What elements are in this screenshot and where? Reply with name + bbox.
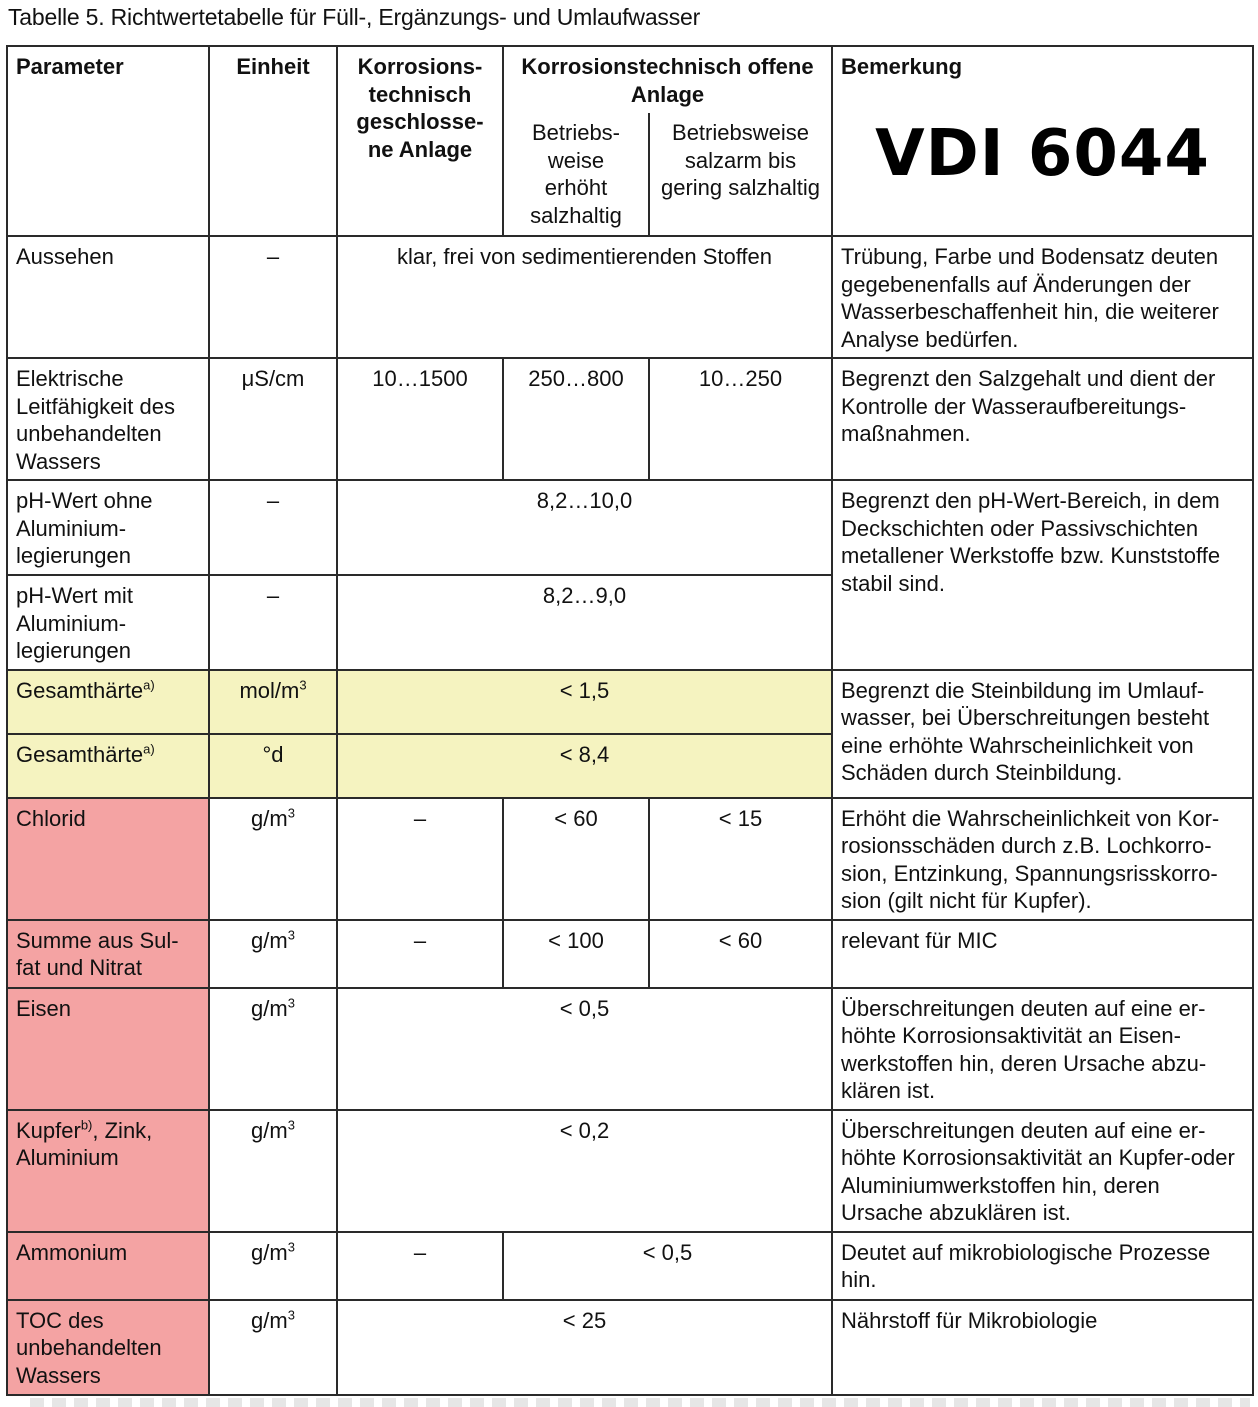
unit-chlorid-base: g/m [251,805,288,831]
table-row [7,358,1253,480]
value-leitfaehigkeit-salzarm: 10…250 [649,358,832,480]
header-bemerkung-label: Bemerkung [841,54,963,79]
unit-ammonium-exp: 3 [287,1239,295,1255]
unit-aussehen: – [209,236,337,358]
unit-kupfer [209,1110,337,1232]
value-haerte-grad: < 8,4 [337,734,832,798]
table-row [7,798,1253,920]
param-ph-ohne: pH-Wert ohne Aluminium-legierungen [7,480,209,575]
note-ph: Begrenzt den pH-Wert-Bereich, in dem Deckschichten oder Passivschichten metallener Werkstoffe bzw. Kunststoffe stabil sind. [832,480,1253,670]
unit-ph-ohne: – [209,480,337,575]
unit-leitfaehigkeit: μS/cm [209,358,337,480]
param-leitfaehigkeit: Elektrische Leitfähigkeit des unbehandelten Wassers [7,358,209,480]
param-ph-mit: pH-Wert mit Aluminium-legierungen [7,575,209,670]
unit-haerte-grad: °d [209,734,337,798]
unit-toc-base: g/m [251,1307,288,1333]
param-haerte-mol-label: Gesamthärte [16,677,144,703]
unit-chlorid-exp: 3 [287,805,295,821]
param-chlorid: Chlorid [7,798,209,920]
footnote-b: b) [80,1117,93,1133]
unit-kupfer-exp: 3 [287,1117,295,1133]
table-row [7,1300,1253,1395]
param-zink-aluminium-label: , Zink, Aluminium [16,1117,153,1170]
note-aussehen: Trübung, Farbe und Bodensatz deuten gegebenenfalls auf Änderungen der Wasserbeschaffenheit hin, die weiterer Analyse bedürfen. [832,236,1253,358]
param-toc: TOC des unbehandelten Wassers [7,1300,209,1395]
unit-sulfat-nitrat [209,920,337,988]
header-offen-erhoeht: Betriebs-weise erhöht salzhaltig [503,113,649,236]
unit-haerte-mol-exp: 3 [299,677,307,693]
value-ph-mit: 8,2…9,0 [337,575,832,670]
param-eisen: Eisen [7,988,209,1110]
unit-haerte-mol-base: mol/m [239,677,300,703]
header-einheit: Einheit [209,46,337,236]
header-offen: Korrosionstechnisch offene Anlage [503,46,832,113]
param-kupfer-label: Kupfer [16,1117,81,1143]
table-row [7,670,1253,734]
value-eisen: < 0,5 [337,988,832,1110]
header-row [7,46,1253,113]
note-eisen: Überschreitungen deuten auf eine er-höhte Korrosionsaktivität an Eisen-werkstoffen hin, deren Ursache abzu-klären ist. [832,988,1253,1110]
param-haerte-grad [7,734,209,798]
note-ammonium: Deutet auf mikrobiologische Prozesse hin. [832,1232,1253,1300]
table-row [7,480,1253,575]
water-guideline-table [6,45,1254,1396]
note-kupfer: Überschreitungen deuten auf eine er-höhte Korrosionsaktivität an Kupfer-oder Aluminiumwerkstoffen hin, deren Ursache abzuklären ist. [832,1110,1253,1232]
note-chlorid: Erhöht die Wahrscheinlichkeit von Kor-rosionsschäden durch z.B. Lochkorro-sion, Entzinkung, Spannungsrisskorro-sion (gilt nicht für Kupfer). [832,798,1253,920]
param-kupfer-zink-aluminium [7,1110,209,1232]
value-leitfaehigkeit-geschlossen: 10…1500 [337,358,503,480]
value-chlorid-erhoeht: < 60 [503,798,649,920]
param-haerte-grad-label: Gesamthärte [16,741,144,767]
value-ammonium-geschlossen: – [337,1232,503,1300]
value-ph-ohne: 8,2…10,0 [337,480,832,575]
note-toc: Nährstoff für Mikrobiologie [832,1300,1253,1395]
value-haerte-mol: < 1,5 [337,670,832,734]
unit-haerte-mol [209,670,337,734]
header-parameter: Parameter [7,46,209,236]
note-sulfat-nitrat: relevant für MIC [832,920,1253,988]
value-chlorid-geschlossen: – [337,798,503,920]
param-sulfat-nitrat: Summe aus Sul-fat und Nitrat [7,920,209,988]
header-offen-salzarm: Betriebsweise salzarm bis gering salzhaltig [649,113,832,236]
value-sulfat-salzarm: < 60 [649,920,832,988]
unit-sulfat-exp: 3 [287,927,295,943]
unit-toc-exp: 3 [287,1307,295,1323]
value-sulfat-erhoeht: < 100 [503,920,649,988]
unit-ammonium-base: g/m [251,1239,288,1265]
note-haerte: Begrenzt die Steinbildung im Umlauf-wasser, bei Überschreitungen besteht eine erhöhte Wahrscheinlichkeit von Schäden durch Steinbildung. [832,670,1253,798]
vdi-6044-mark: VDI 6044 [875,116,1210,191]
table-row [7,1232,1253,1300]
unit-eisen [209,988,337,1110]
header-geschlossen: Korrosions-technisch geschlosse-ne Anlage [337,46,503,236]
unit-chlorid [209,798,337,920]
param-aussehen: Aussehen [7,236,209,358]
table-row [7,920,1253,988]
value-kupfer: < 0,2 [337,1110,832,1232]
unit-toc [209,1300,337,1395]
param-haerte-mol [7,670,209,734]
unit-sulfat-base: g/m [251,927,288,953]
value-toc: < 25 [337,1300,832,1395]
table-caption: Tabelle 5. Richtwertetabelle für Füll-, Ergänzungs- und Umlaufwasser [8,4,701,30]
param-ammonium: Ammonium [7,1232,209,1300]
table-row [7,236,1253,358]
footnote-a: a) [143,677,155,693]
unit-eisen-base: g/m [251,995,288,1021]
header-bemerkung [832,46,1253,236]
unit-kupfer-base: g/m [251,1117,288,1143]
cropped-footnote-line [30,1398,1250,1407]
value-sulfat-geschlossen: – [337,920,503,988]
value-chlorid-salzarm: < 15 [649,798,832,920]
value-aussehen: klar, frei von sedimentierenden Stoffen [337,236,832,358]
note-leitfaehigkeit: Begrenzt den Salzgehalt und dient der Kontrolle der Wasseraufbereitungs-maßnahmen. [832,358,1253,480]
unit-ph-mit: – [209,575,337,670]
table-row [7,988,1253,1110]
footnote-a: a) [143,741,155,757]
unit-ammonium [209,1232,337,1300]
value-leitfaehigkeit-erhoeht: 250…800 [503,358,649,480]
table-row [7,1110,1253,1232]
value-ammonium-offen: < 0,5 [503,1232,832,1300]
unit-eisen-exp: 3 [287,995,295,1011]
